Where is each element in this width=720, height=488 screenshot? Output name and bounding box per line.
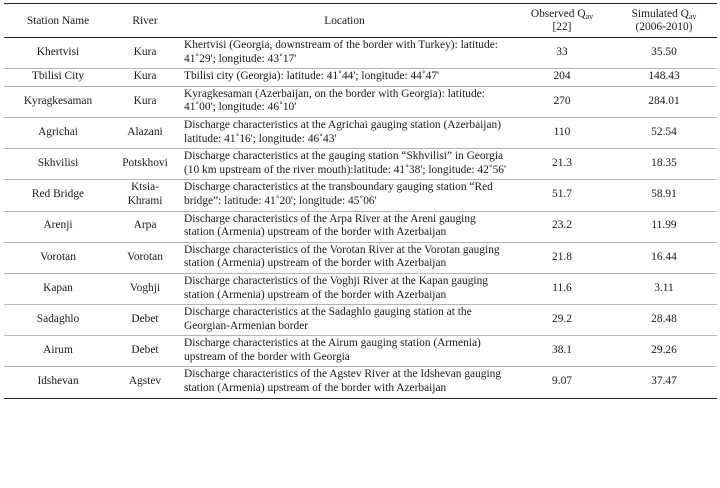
station-name-cell: Idshevan bbox=[37, 375, 79, 388]
simulated-q-cell: 58.91 bbox=[651, 188, 677, 201]
header-observed-reference: [22] bbox=[552, 21, 572, 33]
simulated-q-cell: 284.01 bbox=[648, 94, 680, 107]
station-name-cell: Agrichai bbox=[38, 125, 78, 138]
observed-q-cell: 29.2 bbox=[552, 312, 572, 325]
location-cell: Discharge characteristics of the Agstev River at the Idshevan gauging station (Armenia) upstream of the border with Azerbaijan bbox=[184, 368, 502, 395]
observed-q-cell: 21.3 bbox=[552, 156, 572, 169]
table-row bbox=[4, 117, 717, 148]
river-cell: Potskhovi bbox=[122, 156, 168, 169]
location-cell: Discharge characteristics at the transboundary gauging station “Red bridge”: latitude: 41˚20'; longitude: 45˚06' bbox=[184, 181, 493, 207]
table-row bbox=[4, 38, 717, 69]
table-header-row bbox=[4, 4, 717, 38]
simulated-q-cell: 16.44 bbox=[651, 250, 677, 263]
header-observed bbox=[513, 4, 611, 38]
location-cell: Discharge characteristics of the Voghji River at the Kapan gauging station (Armenia) upstream of the border with Azerbaijan bbox=[184, 274, 488, 301]
location-cell: Discharge characteristics at the Sadaghlo gauging station at the Georgian-Armenian border bbox=[184, 306, 472, 332]
location-cell: Kyragkesaman (Azerbaijan, on the border with Georgia): latitude: 41˚00'; longitude: 46˚10' bbox=[184, 87, 485, 114]
observed-q-cell: 23.2 bbox=[552, 219, 572, 232]
station-name-cell: Airum bbox=[43, 344, 73, 357]
discharge-table bbox=[4, 3, 717, 399]
table-row bbox=[4, 305, 717, 336]
station-name-cell: Kapan bbox=[43, 281, 73, 294]
table-row bbox=[4, 69, 717, 87]
observed-q-cell: 11.6 bbox=[552, 281, 572, 294]
location-cell: Discharge characteristics at the Airum gauging station (Armenia) upstream of the border with Georgia bbox=[184, 337, 481, 363]
simulated-q-cell: 28.48 bbox=[651, 312, 677, 325]
station-name-cell: Arenji bbox=[43, 219, 73, 232]
header-simulated-subscript: av bbox=[688, 12, 697, 21]
simulated-q-cell: 3.11 bbox=[654, 281, 674, 294]
river-cell: Kura bbox=[133, 70, 157, 83]
observed-q-cell: 38.1 bbox=[552, 344, 572, 357]
table-row bbox=[4, 211, 717, 242]
simulated-q-cell: 18.35 bbox=[651, 156, 677, 169]
location-cell: Tbilisi city (Georgia): latitude: 41˚44'; longitude: 44˚47' bbox=[184, 70, 440, 83]
station-name-cell: Tbilisi City bbox=[31, 70, 85, 83]
station-name-cell: Kyragkesaman bbox=[23, 94, 93, 107]
location-cell: Discharge characteristics of the Arpa River at the Areni gauging station (Armenia) upstream of the border with Azerbaijan bbox=[184, 212, 476, 239]
river-cell: Voghji bbox=[129, 281, 161, 294]
river-cell: Arpa bbox=[133, 219, 157, 232]
header-river: River bbox=[132, 14, 158, 27]
location-cell: Discharge characteristics at the Agrichai gauging station (Azerbaijan) latitude: 41˚16'; longitude: 46˚43' bbox=[184, 118, 502, 145]
river-cell: Debet bbox=[131, 344, 159, 357]
header-observed-label: Observed Q bbox=[530, 8, 586, 20]
river-cell: Ktsia-Khrami bbox=[127, 181, 163, 207]
location-cell: Discharge characteristics at the gauging station “Skhvilisi” in Georgia (10 km upstream of the river mouth):latitude: 41˚38'; longitude: 42˚56' bbox=[184, 150, 507, 176]
observed-q-cell: 270 bbox=[553, 94, 571, 107]
observed-q-cell: 51.7 bbox=[552, 188, 572, 201]
simulated-q-cell: 11.99 bbox=[651, 219, 677, 232]
header-station: Station Name bbox=[26, 14, 90, 27]
simulated-q-cell: 35.50 bbox=[651, 45, 677, 58]
station-name-cell: Vorotan bbox=[40, 250, 76, 263]
table-row bbox=[4, 367, 717, 398]
simulated-q-cell: 37.47 bbox=[651, 375, 677, 388]
observed-q-cell: 204 bbox=[553, 70, 571, 83]
table-row bbox=[4, 86, 717, 117]
station-name-cell: Skhvilisi bbox=[37, 156, 79, 169]
observed-q-cell: 110 bbox=[553, 125, 571, 138]
station-name-cell: Khertvisi bbox=[36, 45, 80, 58]
simulated-q-cell: 29.26 bbox=[651, 344, 677, 357]
header-simulated-label: Simulated Q bbox=[631, 8, 689, 20]
river-cell: Vorotan bbox=[127, 250, 163, 263]
table-row bbox=[4, 336, 717, 367]
river-cell: Debet bbox=[131, 312, 159, 325]
river-cell: Alazani bbox=[127, 125, 163, 138]
table-row bbox=[4, 273, 717, 304]
header-simulated-period: (2006-2010) bbox=[635, 21, 693, 33]
simulated-q-cell: 52.54 bbox=[651, 125, 677, 138]
location-cell: Khertvisi (Georgia, downstream of the border with Turkey): latitude: 41˚29'; longitude: 43˚17' bbox=[184, 39, 498, 65]
observed-q-cell: 9.07 bbox=[552, 375, 572, 388]
river-cell: Agstev bbox=[128, 375, 162, 388]
header-observed-subscript: av bbox=[585, 12, 594, 21]
station-name-cell: Sadaghlo bbox=[36, 312, 80, 325]
station-name-cell: Red Bridge bbox=[31, 188, 85, 201]
simulated-q-cell: 148.43 bbox=[648, 70, 680, 83]
header-simulated bbox=[611, 4, 717, 38]
location-cell: Discharge characteristics of the Vorotan River at the Vorotan gauging station (Armenia) upstream of the border with Azerbaijan bbox=[184, 243, 500, 270]
table-body bbox=[4, 38, 717, 399]
table-row bbox=[4, 149, 717, 180]
river-cell: Kura bbox=[133, 45, 157, 58]
river-cell: Kura bbox=[133, 94, 157, 107]
observed-q-cell: 33 bbox=[556, 45, 568, 58]
table-row bbox=[4, 242, 717, 273]
observed-q-cell: 21.8 bbox=[552, 250, 572, 263]
table-row bbox=[4, 180, 717, 211]
header-location: Location bbox=[324, 14, 365, 27]
